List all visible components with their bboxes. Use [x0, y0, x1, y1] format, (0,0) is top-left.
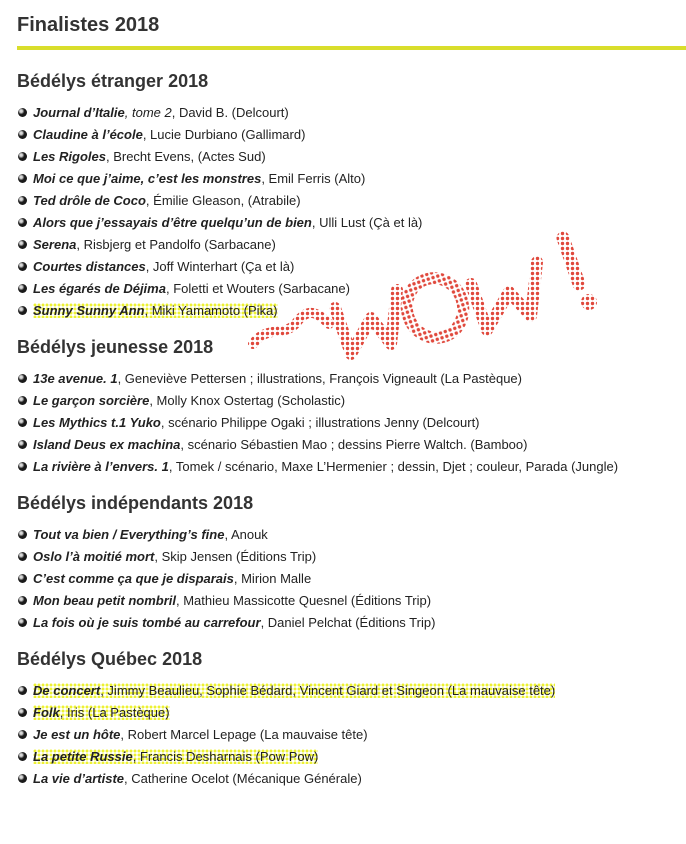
bullet-icon — [18, 462, 27, 471]
entry-text — [33, 193, 301, 208]
section-heading: Bédélys Québec 2018 — [17, 649, 203, 669]
book-credits: , Molly Knox Ostertag (Scholastic) — [149, 393, 346, 408]
book-credits: , Anouk — [224, 527, 268, 542]
entry-text — [33, 615, 435, 630]
bullet-icon — [18, 196, 27, 205]
section-heading: Bédélys jeunesse 2018 — [17, 337, 214, 357]
entry-text — [33, 149, 266, 164]
entry-text — [33, 437, 527, 452]
book-title: C’est comme ça que je disparais — [33, 571, 234, 586]
finalist-list — [17, 102, 686, 322]
bullet-icon — [18, 108, 27, 117]
entry-text — [33, 527, 268, 542]
list-item — [17, 234, 686, 256]
page — [17, 0, 686, 790]
book-credits: , Miki Yamamoto (Pika) — [144, 303, 278, 318]
bullet-icon — [18, 306, 27, 315]
entry-text — [33, 771, 362, 786]
list-item — [17, 102, 686, 124]
list-item — [17, 590, 686, 612]
list-item — [17, 190, 686, 212]
book-title: Les Rigoles — [33, 149, 106, 164]
entry-text — [33, 683, 555, 698]
book-credits: , Emil Ferris (Alto) — [261, 171, 366, 186]
book-credits: , Catherine Ocelot (Mécanique Générale) — [124, 771, 362, 786]
book-title: Oslo l’à moitié mort — [33, 549, 155, 564]
book-title: De concert — [33, 683, 101, 698]
bullet-icon — [18, 574, 27, 583]
entry-text — [33, 549, 316, 564]
entry-text — [33, 415, 480, 430]
book-credits: , scénario Sébastien Mao ; dessins Pierre Waltch. (Bamboo) — [180, 437, 528, 452]
list-item — [17, 680, 686, 702]
list-item — [17, 212, 686, 234]
finalist-list — [17, 524, 686, 634]
book-credits: , Brecht Evens, (Actes Sud) — [105, 149, 266, 164]
book-credits: , Mirion Malle — [233, 571, 312, 586]
bullet-icon — [18, 130, 27, 139]
entry-text — [33, 105, 289, 120]
book-credits: , Tomek / scénario, Maxe L’Hermenier ; dessin, Djet ; couleur, Parada (Jungle) — [168, 459, 619, 474]
book-credits: , Mathieu Massicotte Quesnel (Éditions Trip) — [176, 593, 432, 608]
book-credits: , Francis Desharnais (Pow Pow) — [132, 749, 319, 764]
list-item — [17, 456, 686, 478]
section-heading: Bédélys étranger 2018 — [17, 71, 209, 91]
book-title: Moi ce que j’aime, c’est les monstres — [33, 171, 262, 186]
list-item — [17, 124, 686, 146]
list-item — [17, 168, 686, 190]
finalist-list — [17, 368, 686, 478]
list-item — [17, 702, 686, 724]
book-title: 13e avenue. 1 — [33, 371, 118, 386]
bullet-icon — [18, 284, 27, 293]
book-credits: , Geneviève Pettersen ; illustrations, François Vigneault (La Pastèque) — [117, 371, 522, 386]
entry-text — [33, 281, 350, 296]
entry-text — [33, 705, 170, 720]
bullet-icon — [18, 374, 27, 383]
bullet-icon — [18, 730, 27, 739]
bullet-icon — [18, 262, 27, 271]
book-title: Mon beau petit nombril — [33, 593, 176, 608]
bullet-icon — [18, 774, 27, 783]
list-item — [17, 278, 686, 300]
list-item — [17, 412, 686, 434]
entry-text — [33, 749, 318, 764]
book-title: Le garçon sorcière — [33, 393, 150, 408]
book-credits: , Daniel Pelchat (Éditions Trip) — [260, 615, 436, 630]
entry-text — [33, 459, 618, 474]
book-title: Sunny Sunny Ann — [33, 303, 145, 318]
bullet-icon — [18, 240, 27, 249]
book-title: Claudine à l’école — [33, 127, 143, 142]
list-item — [17, 434, 686, 456]
book-credits: , Émilie Gleason, (Atrabile) — [145, 193, 301, 208]
bullet-icon — [18, 440, 27, 449]
book-title: Les égarés de Déjima — [33, 281, 166, 296]
book-title: Les Mythics t.1 Yuko — [33, 415, 161, 430]
list-item — [17, 300, 686, 322]
section-heading: Bédélys indépendants 2018 — [17, 493, 254, 513]
book-title: La vie d’artiste — [33, 771, 125, 786]
bullet-icon — [18, 218, 27, 227]
bullet-icon — [18, 752, 27, 761]
list-item — [17, 746, 686, 768]
book-title: Ted drôle de Coco — [33, 193, 146, 208]
bullet-icon — [18, 152, 27, 161]
book-title: Folk — [33, 705, 60, 720]
book-credits: , Skip Jensen (Éditions Trip) — [154, 549, 317, 564]
book-credits: , Robert Marcel Lepage (La mauvaise tête) — [120, 727, 368, 742]
bullet-icon — [18, 686, 27, 695]
entry-text — [33, 237, 276, 252]
bullet-icon — [18, 618, 27, 627]
book-title: Courtes distances — [33, 259, 146, 274]
book-title: La rivière à l’envers. 1 — [33, 459, 169, 474]
list-item — [17, 546, 686, 568]
bullet-icon — [18, 552, 27, 561]
title-underline — [17, 46, 686, 50]
sections-container — [17, 70, 686, 790]
book-credits: , Iris (La Pastèque) — [59, 705, 170, 720]
entry-text — [33, 215, 422, 230]
book-credits: , Lucie Durbiano (Gallimard) — [142, 127, 306, 142]
bullet-icon — [18, 396, 27, 405]
book-title: Alors que j’essayais d’être quelqu’un de bien — [33, 215, 312, 230]
entry-text — [33, 171, 365, 186]
list-item — [17, 368, 686, 390]
list-item — [17, 146, 686, 168]
entry-text — [33, 127, 305, 142]
book-credits: , Risbjerg et Pandolfo (Sarbacane) — [76, 237, 276, 252]
list-item — [17, 390, 686, 412]
book-title: La petite Russie — [33, 749, 133, 764]
entry-text — [33, 393, 345, 408]
book-credits: , David B. (Delcourt) — [171, 105, 289, 120]
book-volume: , tome 2 — [124, 105, 172, 120]
book-credits: , Jimmy Beaulieu, Sophie Bédard, Vincent Giard et Singeon (La mauvaise tête) — [100, 683, 556, 698]
page-title: Finalistes 2018 — [17, 14, 160, 36]
entry-text — [33, 303, 278, 318]
entry-text — [33, 727, 368, 742]
book-title: Je est un hôte — [33, 727, 121, 742]
entry-text — [33, 571, 311, 586]
book-title: Journal d’Italie — [33, 105, 125, 120]
finalist-list — [17, 680, 686, 790]
entry-text — [33, 259, 294, 274]
bullet-icon — [18, 596, 27, 605]
entry-text — [33, 371, 522, 386]
list-item — [17, 768, 686, 790]
book-title: Tout va bien / Everything’s fine — [33, 527, 225, 542]
list-item — [17, 724, 686, 746]
bullet-icon — [18, 530, 27, 539]
list-item — [17, 568, 686, 590]
bullet-icon — [18, 708, 27, 717]
list-item — [17, 612, 686, 634]
book-credits: , scénario Philippe Ogaki ; illustrations Jenny (Delcourt) — [160, 415, 480, 430]
list-item — [17, 256, 686, 278]
entry-text — [33, 593, 431, 608]
list-item — [17, 524, 686, 546]
bullet-icon — [18, 418, 27, 427]
bullet-icon — [18, 174, 27, 183]
book-credits: , Ulli Lust (Çà et là) — [311, 215, 423, 230]
book-title: Serena — [33, 237, 77, 252]
book-title: Island Deus ex machina — [33, 437, 181, 452]
book-credits: , Joff Winterhart (Ça et là) — [145, 259, 295, 274]
book-credits: , Foletti et Wouters (Sarbacane) — [165, 281, 350, 296]
book-title: La fois où je suis tombé au carrefour — [33, 615, 261, 630]
